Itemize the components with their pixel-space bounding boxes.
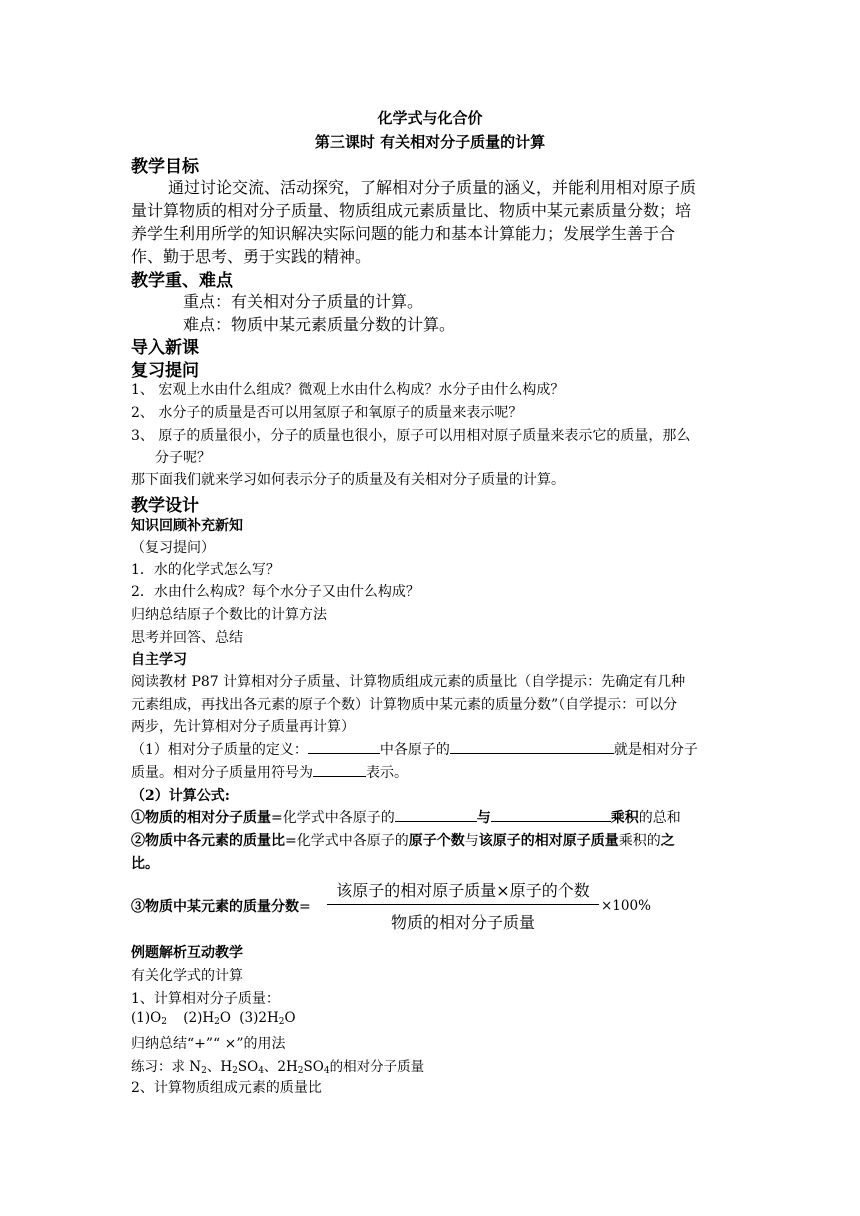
formula-h2o: (2)H [183, 1010, 215, 1026]
practice-text: SO [237, 1059, 259, 1075]
review-new-heading: 知识回顾补充新知 [131, 518, 243, 534]
practice-text: 、H [206, 1059, 233, 1075]
subscript: 2 [214, 1017, 220, 1027]
formula-2-label: ②物质中各元素的质量比 [131, 833, 285, 849]
definition-text: （1）相对分子质量的定义： [131, 742, 308, 758]
review-question: 3、 原子的质量很小，分子的质量也很小，原子可以用相对原子质量来表示它的质量，那么 [131, 428, 691, 444]
review-heading: 复习提问 [131, 361, 199, 381]
subscript: 4 [258, 1066, 264, 1076]
formula-1-blank [395, 807, 477, 822]
formula-3-label: ③物质中某元素的质量分数 [131, 899, 299, 915]
example-formulas [131, 1010, 296, 1027]
goals-line: 通过讨论交流、活动探究，了解相对分子质量的涵义，并能利用相对原子质 [168, 178, 697, 197]
formula-2-text: 之 [660, 833, 675, 849]
formula-2-text: 与 [464, 833, 479, 849]
review-tag: （复习提问） [131, 540, 215, 556]
self-study-heading: 自主学习 [131, 652, 187, 668]
intro-heading: 导入新课 [131, 338, 199, 358]
formula-1-text: 与 [476, 810, 491, 826]
definition-blank [450, 739, 614, 754]
review-question: 2、 水分子的质量是否可以用氢原子和氧原子的质量来表示呢？ [131, 405, 523, 421]
formula-1-label: ①物质的相对分子质量 [131, 810, 271, 826]
formula-o2: (1)O [131, 1010, 162, 1026]
formula-h2o-end: O [219, 1010, 231, 1026]
fraction-bar [327, 904, 599, 905]
keypoints-difficulty: 难点：物质中某元素质量分数的计算。 [183, 315, 456, 334]
definition-text: 质量。相对分子质量用符号为 [131, 765, 313, 781]
subscript: 2 [161, 1017, 167, 1027]
fraction-denominator: 物质的相对分子质量 [390, 913, 535, 932]
subscript: 2 [232, 1066, 238, 1076]
review-question-continued: 分子呢？ [155, 450, 211, 466]
formula-3-equals: = [299, 899, 311, 915]
formula-2-text: 原子个数 [408, 833, 465, 849]
formula-3 [131, 896, 311, 916]
formula-2-text: =化学式中各原子的 [285, 833, 409, 849]
review-item: 1．水的化学式怎么写？ [131, 562, 280, 578]
formula-1 [131, 807, 681, 827]
keypoints-heading: 教学重、难点 [131, 271, 233, 291]
keypoints-focus: 重点：有关相对分子质量的计算。 [183, 292, 424, 311]
formula-1-blank [491, 807, 611, 822]
fraction-numerator: 该原子的相对原子质量×原子的个数 [336, 881, 590, 900]
practice-text: 的相对分子质量 [329, 1059, 425, 1075]
definition-line [131, 739, 698, 759]
document-title: 化学式与化合价 [377, 109, 483, 127]
goals-line: 作、勤于思考、勇于实践的精神。 [131, 247, 372, 266]
goals-heading: 教学目标 [131, 157, 199, 177]
definition-blank [308, 739, 380, 754]
definition-text: 表示。 [366, 765, 408, 781]
practice-text: 、2H [263, 1059, 298, 1075]
subscript: 2 [278, 1017, 285, 1027]
example-line: 有关化学式的计算 [131, 968, 243, 984]
review-question: 1、 宏观上水由什么组成？微观上水由什么构成？水分子由什么构成？ [131, 382, 565, 398]
definition-text: 就是相对分子 [613, 742, 698, 758]
practice-text: SO [303, 1059, 324, 1075]
practice-line [131, 1055, 424, 1076]
self-study-line: 阅读教材 P87 计算相对分子质量、计算物质组成元素的质量比（自学提示：先确定有几种 [131, 674, 686, 690]
definition-line [131, 762, 408, 782]
document-subtitle: 第三课时 有关相对分子质量的计算 [314, 133, 546, 151]
formula-2h2o-end: O [284, 1010, 296, 1026]
formula-2 [131, 830, 675, 850]
example-line: 1、计算相对分子质量： [131, 991, 280, 1007]
formula-2h2o: (3)2H [239, 1010, 279, 1026]
formula-1-text: =化学式中各原子的 [271, 810, 395, 826]
formula-heading: （2）计算公式: [131, 788, 230, 804]
formula-1-text: 的总和 [638, 810, 681, 826]
formula-2-text: 该原子的相对原子质量 [478, 833, 619, 849]
definition-text: 中各原子的 [379, 742, 450, 758]
subscript: 2 [201, 1066, 207, 1076]
formula-2-text: 乘积的 [618, 833, 661, 849]
practice-text: 练习：求 N [131, 1059, 202, 1075]
example-line: 归纳总结“+”“ ×”的用法 [131, 1036, 286, 1052]
review-item: 2．水由什么构成？每个水分子又由什么构成？ [131, 584, 420, 600]
formula-1-product: 乘积 [610, 810, 639, 826]
goals-line: 量计算物质的相对分子质量、物质组成元素质量比、物质中某元素质量分数；培 [131, 201, 692, 220]
review-item: 思考并回答、总结 [131, 630, 243, 646]
review-item: 归纳总结原子个数比的计算方法 [131, 607, 327, 623]
goals-line: 养学生利用所学的知识解决实际问题的能力和基本计算能力；发展学生善于合 [131, 224, 676, 243]
symbol-blank [313, 762, 366, 777]
formula-3-percent: ×100% [601, 898, 651, 914]
design-heading: 教学设计 [131, 496, 199, 516]
transition-text: 那下面我们就来学习如何表示分子的质量及有关相对分子质量的计算。 [131, 472, 565, 488]
self-study-line: 元素组成，再找出各元素的原子个数）计算物质中某元素的质量分数”（自学提示：可以分 [131, 697, 678, 713]
subscript: 2 [297, 1066, 304, 1076]
examples-heading: 例题解析互动教学 [131, 945, 243, 961]
self-study-line: 两步，先计算相对分子质量再计算） [131, 719, 355, 735]
example-line: 2、计算物质组成元素的质量比 [131, 1080, 322, 1096]
subscript: 4 [323, 1066, 330, 1076]
formula-2-end: 比。 [131, 856, 159, 872]
